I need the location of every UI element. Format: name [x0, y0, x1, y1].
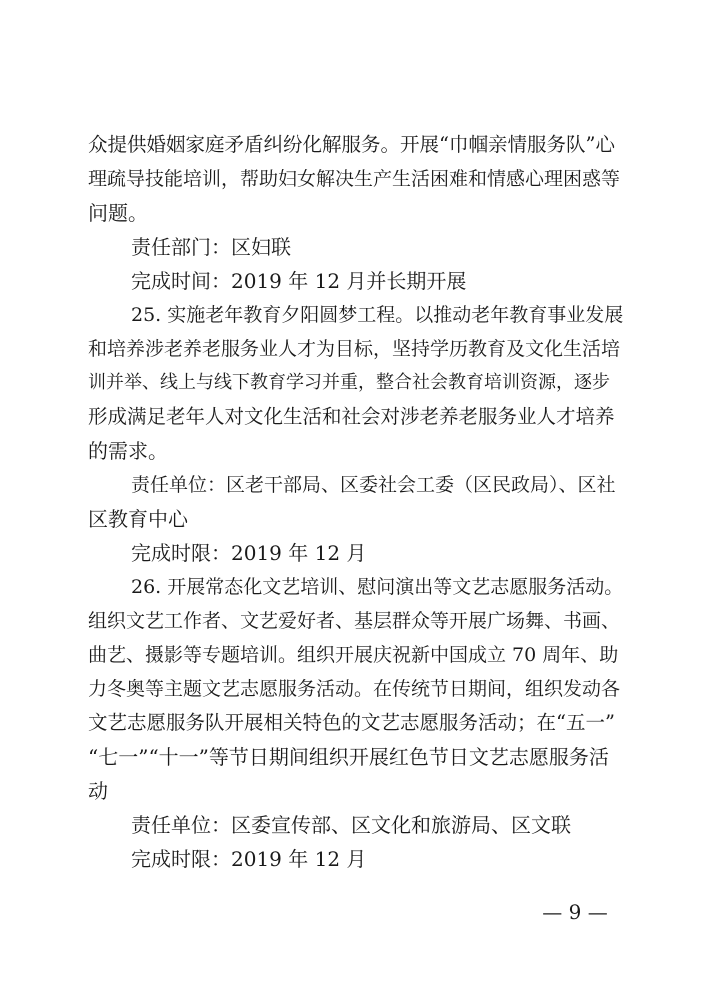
completion-deadline-line: 完成时限：2019 年 12 月	[131, 541, 367, 565]
item-25-heading-line: 25. 实施老年教育夕阳圆梦工程。以推动老年教育事业发展	[131, 304, 624, 326]
text-line: 力冬奥等主题文艺志愿服务活动。在传统节日期间，组织发动各	[88, 678, 621, 700]
text-line: 的需求。	[88, 439, 168, 463]
completion-time-line: 完成时间：2019 年 12 月并长期开展	[131, 269, 467, 293]
text-line: 众提供婚姻家庭矛盾纠纷化解服务。开展“巾帼亲情服务队”心	[88, 133, 615, 156]
responsible-unit-line: 责任单位：区老干部局、区委社会工委（区民政局）、区社	[131, 474, 616, 496]
text-line: 组织文艺工作者、文艺爱好者、基层群众等开展广场舞、书画、	[88, 610, 621, 632]
item-26-heading-line: 26. 开展常态化文艺培训、慰问演出等文艺志愿服务活动。	[131, 576, 624, 598]
text-line: 曲艺、摄影等专题培训。组织开展庆祝新中国成立 70 周年、助	[88, 644, 619, 666]
text-line: 理疏导技能培训，帮助妇女解决生产生活困难和情感心理困惑等	[88, 168, 621, 190]
text-line: “七一”“十一”等节日期间组织开展红色节日文艺志愿服务活	[88, 745, 609, 769]
text-line: 训并举、线上与线下教育学习并重，整合社会教育培训资源，逐步	[88, 372, 610, 393]
page-number: — 9 —	[542, 900, 608, 924]
text-line: 和培养涉老养老服务业人才为目标，坚持学历教育及文化生活培	[88, 338, 621, 360]
text-line: 区教育中心	[88, 507, 188, 531]
text-line: 文艺志愿服务队开展相关特色的文艺志愿服务活动；在“五一”	[88, 711, 615, 734]
completion-deadline-line: 完成时限：2019 年 12 月	[131, 847, 367, 871]
responsible-department-line: 责任部门：区妇联	[131, 235, 291, 259]
text-line: 形成满足老年人对文化生活和社会对涉老养老服务业人才培养	[88, 405, 615, 428]
responsible-unit-line: 责任单位：区委宣传部、区文化和旅游局、区文联	[131, 813, 571, 837]
text-line: 动	[88, 779, 108, 803]
text-line: 问题。	[88, 201, 148, 225]
